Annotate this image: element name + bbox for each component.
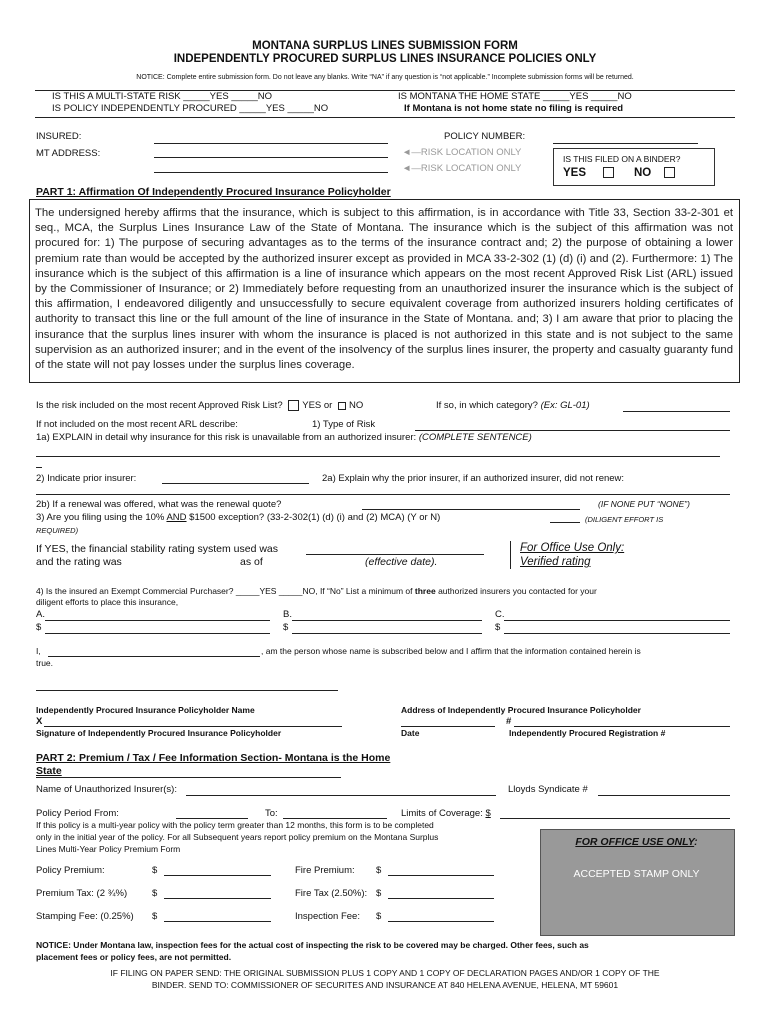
part1-heading: PART 1: Affirmation Of Independently Procured Insurance Policyholder bbox=[36, 186, 391, 198]
binder-no[interactable]: NO bbox=[634, 167, 678, 179]
explain-2a-label: 2a) Explain why the prior insurer, if an authorized insurer, did not renew: bbox=[322, 473, 625, 484]
fire-premium-label: Fire Premium: bbox=[295, 865, 355, 876]
period-from-label: Policy Period From: bbox=[36, 808, 119, 819]
multiyear-note-1: If this policy is a multi-year policy with the policy term greater than 12 months, this form is to be completed bbox=[36, 820, 434, 830]
date-field[interactable] bbox=[401, 726, 495, 727]
mt-address-field-2[interactable] bbox=[154, 172, 388, 173]
registration-hash: # bbox=[506, 716, 512, 727]
multiyear-note-3: Lines Multi-Year Policy Premium Form bbox=[36, 844, 181, 854]
office-use-label: For Office Use Only: bbox=[520, 542, 625, 554]
insurer-b-label: B. bbox=[283, 609, 292, 620]
registration-label: Independently Procured Registration # bbox=[509, 728, 666, 738]
accepted-stamp-label: ACCEPTED STAMP ONLY bbox=[573, 868, 700, 880]
category-field[interactable] bbox=[623, 411, 730, 412]
inspection-fee-label: Inspection Fee: bbox=[295, 911, 360, 922]
policy-premium-label: Policy Premium: bbox=[36, 865, 105, 876]
type-of-risk-field[interactable] bbox=[415, 430, 730, 431]
explain-1a-label: 1a) EXPLAIN in detail why insurance for this risk is unavailable from an authorized insurer: (COMPLETE SENTENCE) bbox=[36, 432, 532, 443]
arl-question: Is the risk included on the most recent Approved Risk List? YES or NO bbox=[36, 400, 364, 412]
footer-notice-1: NOTICE: Under Montana law, inspection fees for the actual cost of inspecting the risk to be covered may be charged. Other fees, such as bbox=[36, 940, 589, 950]
risk-location-note-1: ◄—RISK LOCATION ONLY bbox=[402, 147, 522, 158]
limits-field[interactable] bbox=[500, 818, 730, 819]
premium-tax-label: Premium Tax: (2 ¾%) bbox=[36, 888, 128, 899]
fire-tax-label: Fire Tax (2.50%): bbox=[295, 888, 368, 899]
insured-field[interactable] bbox=[154, 143, 388, 144]
insurer-a-field[interactable] bbox=[45, 620, 270, 621]
notice-text: NOTICE: Complete entire submission form. Do not leave any blanks. Write “NA” if any question is “not applicable.” Incomplete submission forms will be returned. bbox=[136, 74, 634, 81]
binder-no-checkbox[interactable] bbox=[664, 167, 675, 178]
insurer-c-dollar: $ bbox=[495, 622, 501, 633]
policyholder-name-field[interactable] bbox=[36, 690, 338, 691]
policy-premium-field[interactable] bbox=[164, 875, 271, 876]
address-label: Address of Independently Procured Insurance Policyholder bbox=[401, 705, 641, 715]
policy-number-field[interactable] bbox=[553, 143, 698, 144]
binder-yes-checkbox[interactable] bbox=[603, 167, 614, 178]
unauthorized-insurer-field[interactable] bbox=[186, 795, 496, 796]
arrow-left-icon: ◄— bbox=[402, 163, 421, 174]
q4-label-2: diligent efforts to place this insurance, bbox=[36, 597, 179, 607]
office-use-heading: FOR OFFICE USE ONLY: bbox=[575, 836, 698, 848]
insurer-a-dollar: $ bbox=[36, 622, 42, 633]
binder-yes[interactable]: YES bbox=[563, 167, 617, 179]
lloyds-label: Lloyds Syndicate # bbox=[508, 784, 588, 795]
multi-state-question[interactable]: IS THIS A MULTI-STATE RISK _____YES _____NO bbox=[52, 91, 272, 102]
mt-address-label: MT ADDRESS: bbox=[36, 148, 101, 159]
independently-procured-question[interactable]: IS POLICY INDEPENDENTLY PROCURED _____YES _____NO bbox=[52, 103, 329, 114]
insured-label: INSURED: bbox=[36, 131, 82, 142]
type-of-risk-label: 1) Type of Risk bbox=[312, 419, 376, 430]
insurer-a-amount[interactable] bbox=[45, 633, 270, 634]
home-state-question[interactable]: IS MONTANA THE HOME STATE _____YES _____NO bbox=[398, 91, 632, 102]
part2-heading-2: State bbox=[36, 765, 62, 777]
insurer-c-label: C. bbox=[495, 609, 505, 620]
office-use-divider bbox=[510, 541, 512, 569]
attest-i: I, bbox=[36, 646, 41, 656]
registration-field[interactable] bbox=[514, 726, 730, 727]
fire-premium-field[interactable] bbox=[388, 875, 494, 876]
rating-label: and the rating was bbox=[36, 556, 122, 568]
lloyds-field[interactable] bbox=[598, 795, 730, 796]
explain-1a-field[interactable] bbox=[36, 456, 720, 457]
stamping-fee-label: Stamping Fee: (0.25%) bbox=[36, 911, 134, 922]
home-state-note: If Montana is not home state no filing is required bbox=[404, 103, 624, 114]
prior-insurer-field[interactable] bbox=[162, 483, 309, 484]
q4-label: 4) Is the insured an Exempt Commercial Purchaser? _____YES _____NO, If “No” List a minimum of three authorized insurers you contacted for your bbox=[36, 586, 597, 596]
part2-heading-underline bbox=[36, 777, 341, 778]
rating-system-field[interactable] bbox=[306, 554, 484, 555]
effective-date-label: (effective date). bbox=[365, 556, 438, 568]
not-included-label: If not included on the most recent ARL describe: bbox=[36, 419, 238, 430]
fire-premium-dollar: $ bbox=[376, 865, 382, 876]
part2-heading: PART 2: Premium / Tax / Fee Information Section- Montana is the Home bbox=[36, 752, 391, 764]
period-to-label: To: bbox=[265, 808, 278, 819]
arrow-left-icon: ◄— bbox=[402, 147, 421, 158]
verified-rating-label: Verified rating bbox=[520, 556, 591, 568]
policy-premium-dollar: $ bbox=[152, 865, 158, 876]
inspection-fee-field[interactable] bbox=[388, 921, 494, 922]
q3-label: 3) Are you filing using the 10% AND $1500 exception? (33-2-302(1) (d) (i) and (2) MCA) (Y or N) bbox=[36, 512, 441, 523]
signature-label: Signature of Independently Procured Insurance Policyholder bbox=[36, 728, 282, 738]
renewal-2b-label: 2b) If a renewal was offered, what was the renewal quote? bbox=[36, 499, 282, 510]
footer-notice-2: placement fees or policy fees, are not permitted. bbox=[36, 952, 232, 962]
insurer-b-field[interactable] bbox=[292, 620, 482, 621]
premium-tax-dollar: $ bbox=[152, 888, 158, 899]
explain-2a-field[interactable] bbox=[36, 494, 730, 495]
premium-tax-field[interactable] bbox=[164, 898, 271, 899]
as-of-label: as of bbox=[240, 556, 263, 568]
limits-label: Limits of Coverage: $ bbox=[401, 808, 491, 819]
signature-field[interactable] bbox=[44, 726, 342, 727]
stamping-fee-field[interactable] bbox=[164, 921, 271, 922]
insurer-c-amount[interactable] bbox=[504, 633, 730, 634]
mt-address-field-1[interactable] bbox=[154, 157, 388, 158]
affirmation-text: The undersigned hereby affirms that the insurance, which is subject to this affirmation, is in accordance with Title 33, Section 33-2-301 et seq., MCA, the Surplus Lines Insurance Law of the State of Montana. The insurance which is the subject of this affirmation was not procured for: 1) The purpose of securing advantages as to the terms of the insurance contract and; 2) the purpose of obtaining a lower premium rate than would be accepted by the authorized insurer except as provided in MCA 33-2-302 (1) (d) (i) and (2). Furthermore: 1) The insurance which is the subject of this affirmation is a line of insurance which appears on the most recent Approved Risk List (ARL) issued by the Commissioner of Insurance; or 2) Immediately before requesting from an unauthorized insurer the insurance which is the subject of this affirmation, I endeavored diligently and unsuccessfully to secure equivalent coverage from authorized insurers holding certificates of authority to transact this line or the full amount of the line of insurance in the State of Montana. and; 3) I am aware that prior to placing the insurance that the surplus lines insurer with whom the insurance is placed is not authorized in this state and is not subject to the same supervision as an authorized insurer; and in the event of the insolvency of the surplus lines insurer, the property and casualty guaranty fund of the state will not pay losses under the surplus lines coverage. bbox=[35, 207, 733, 372]
footer-send-2: BINDER. SEND TO: COMMISSIONER OF SECURITES AND INSURANCE AT 840 HELENA AVENUE, HELENA, MT 59601 bbox=[151, 980, 619, 990]
explain-1a-field-2[interactable] bbox=[36, 467, 42, 468]
inspection-fee-dollar: $ bbox=[376, 911, 382, 922]
period-from-field[interactable] bbox=[176, 818, 248, 819]
diligent-note: (DILIGENT EFFORT IS bbox=[585, 515, 664, 524]
fire-tax-dollar: $ bbox=[376, 888, 382, 899]
form-title: MONTANA SURPLUS LINES SUBMISSION FORM bbox=[252, 40, 518, 52]
policyholder-name-label: Independently Procured Insurance Policyholder Name bbox=[36, 705, 255, 715]
renewal-quote-field[interactable] bbox=[362, 509, 580, 510]
arl-yes-checkbox[interactable] bbox=[288, 400, 299, 411]
date-label: Date bbox=[401, 728, 420, 738]
insurer-b-amount[interactable] bbox=[292, 633, 482, 634]
prior-insurer-label: 2) Indicate prior insurer: bbox=[36, 473, 137, 484]
category-label: If so, in which category? (Ex: GL-01) bbox=[436, 400, 590, 411]
unauthorized-insurer-label: Name of Unauthorized Insurer(s): bbox=[36, 784, 177, 795]
stamping-fee-dollar: $ bbox=[152, 911, 158, 922]
risk-location-note-2: ◄—RISK LOCATION ONLY bbox=[402, 163, 522, 174]
period-to-field[interactable] bbox=[283, 818, 387, 819]
insurer-c-field[interactable] bbox=[504, 620, 730, 621]
policy-number-label: POLICY NUMBER: bbox=[444, 131, 526, 142]
if-none-note: (IF NONE PUT “NONE”) bbox=[598, 499, 690, 509]
fire-tax-field[interactable] bbox=[388, 898, 494, 899]
arl-no-checkbox[interactable] bbox=[338, 402, 346, 410]
rating-system-label: If YES, the financial stability rating system used was bbox=[36, 543, 279, 555]
required-note: REQUIRED) bbox=[36, 526, 79, 535]
x-mark: X bbox=[36, 716, 43, 727]
multiyear-note-2: only in the initial year of the policy. For all Subsequent years report policy premium on the Montana Surplus bbox=[36, 832, 439, 842]
insurer-b-dollar: $ bbox=[283, 622, 289, 633]
form-subtitle: INDEPENDENTLY PROCURED SURPLUS LINES INSURANCE POLICIES ONLY bbox=[173, 53, 597, 65]
binder-question: IS THIS FILED ON A BINDER? bbox=[563, 154, 681, 164]
attest-true: true. bbox=[36, 658, 54, 668]
attest-text: , am the person whose name is subscribed below and I affirm that the information contained herein is bbox=[261, 646, 641, 656]
attest-name-field[interactable] bbox=[48, 656, 260, 657]
q3-answer-field[interactable] bbox=[550, 522, 580, 523]
insurer-a-label: A. bbox=[36, 609, 45, 620]
footer-send-1: IF FILING ON PAPER SEND: THE ORIGINAL SUBMISSION PLUS 1 COPY AND 1 COPY OF DECLARATION PAGES AND/OR 1 COPY OF THE bbox=[110, 968, 660, 978]
